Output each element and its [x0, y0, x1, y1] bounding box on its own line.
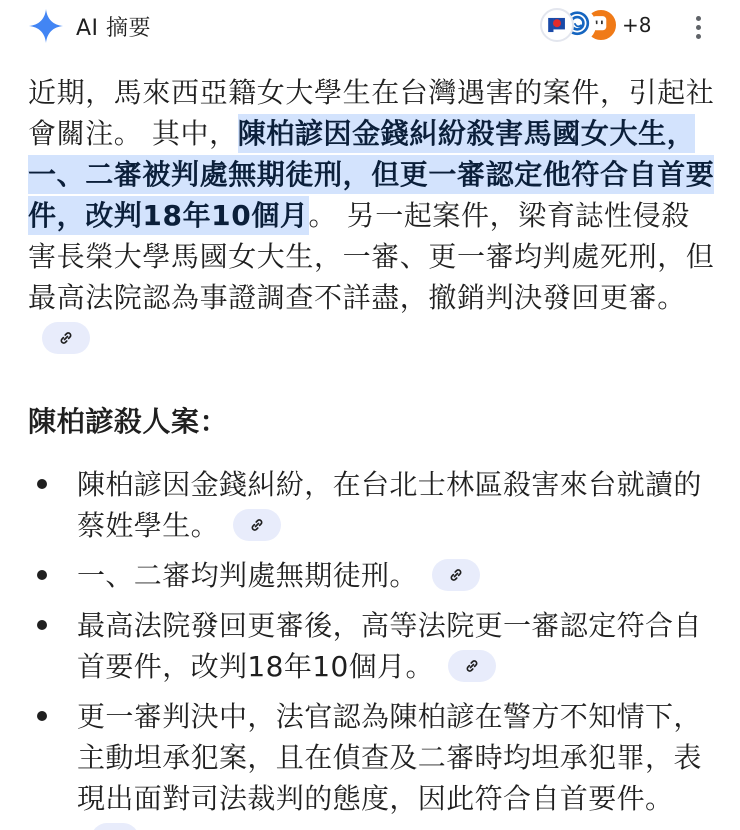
sparkle-icon — [28, 8, 64, 44]
case-details-list — [28, 464, 718, 830]
section-heading: 陳柏諺殺人案： — [28, 405, 229, 438]
list-item — [28, 605, 718, 687]
link-icon — [447, 566, 465, 584]
more-options-button[interactable] — [686, 10, 710, 44]
sources-button[interactable] — [540, 7, 651, 43]
more-vertical-icon-dot — [696, 34, 701, 39]
list-item — [28, 464, 718, 546]
ai-overview-header — [0, 0, 740, 56]
summary-paragraph — [28, 72, 718, 359]
list-item-text: 一、二審均判處無期徒刑。 — [77, 559, 418, 592]
ai-overview-title: AI 摘要 — [76, 16, 152, 41]
more-vertical-icon — [696, 16, 701, 21]
link-icon — [463, 657, 481, 675]
source-avatar-1 — [540, 8, 574, 42]
link-icon — [248, 516, 266, 534]
bullet-icon — [37, 711, 47, 721]
sources-more-count: +8 — [622, 13, 652, 37]
ai-overview-content — [28, 72, 718, 830]
list-item-text: 陳柏諺因金錢糾紛，在台北士林區殺害來台就讀的蔡姓學生。 — [77, 468, 702, 542]
source-link-button[interactable] — [42, 322, 90, 354]
list-item-text: 最高法院發回更審後，高等法院更一審認定符合自首要件，改判18年10個月。 — [77, 609, 702, 683]
bullet-icon — [37, 570, 47, 580]
source-link-button[interactable] — [432, 559, 480, 591]
bullet-icon — [37, 479, 47, 489]
source-link-button[interactable] — [233, 509, 281, 541]
list-item — [28, 555, 718, 596]
link-icon — [57, 329, 75, 347]
bullet-icon — [37, 620, 47, 630]
summary-text-after: 。 另一起案件，梁育誌性侵殺害長榮大學馬國女大生，一審、更一審均判處死刑，但最高法院認為事證調查不詳盡，撤銷判決發回更審。 — [28, 199, 715, 314]
highlighted-text[interactable]: 陳柏諺因金錢糾紛殺害馬國女大生，一、二審被判處無期徒刑，但更一審認定他符合自首要件，改判18年10個月 — [28, 114, 714, 235]
more-vertical-icon-dot — [696, 25, 701, 30]
list-item-text: 更一審判決中，法官認為陳柏諺在警方不知情下，主動坦承犯案，且在偵查及二審時均坦承犯罪，表現出面對司法裁判的態度，因此符合自首要件。 — [77, 700, 702, 815]
source-link-button[interactable] — [91, 823, 139, 830]
list-item — [28, 696, 718, 830]
source-link-button[interactable] — [448, 650, 496, 682]
summary-text-before: 近期，馬來西亞籍女大學生在台灣遇害的案件，引起社會關注。 其中， — [28, 76, 715, 150]
